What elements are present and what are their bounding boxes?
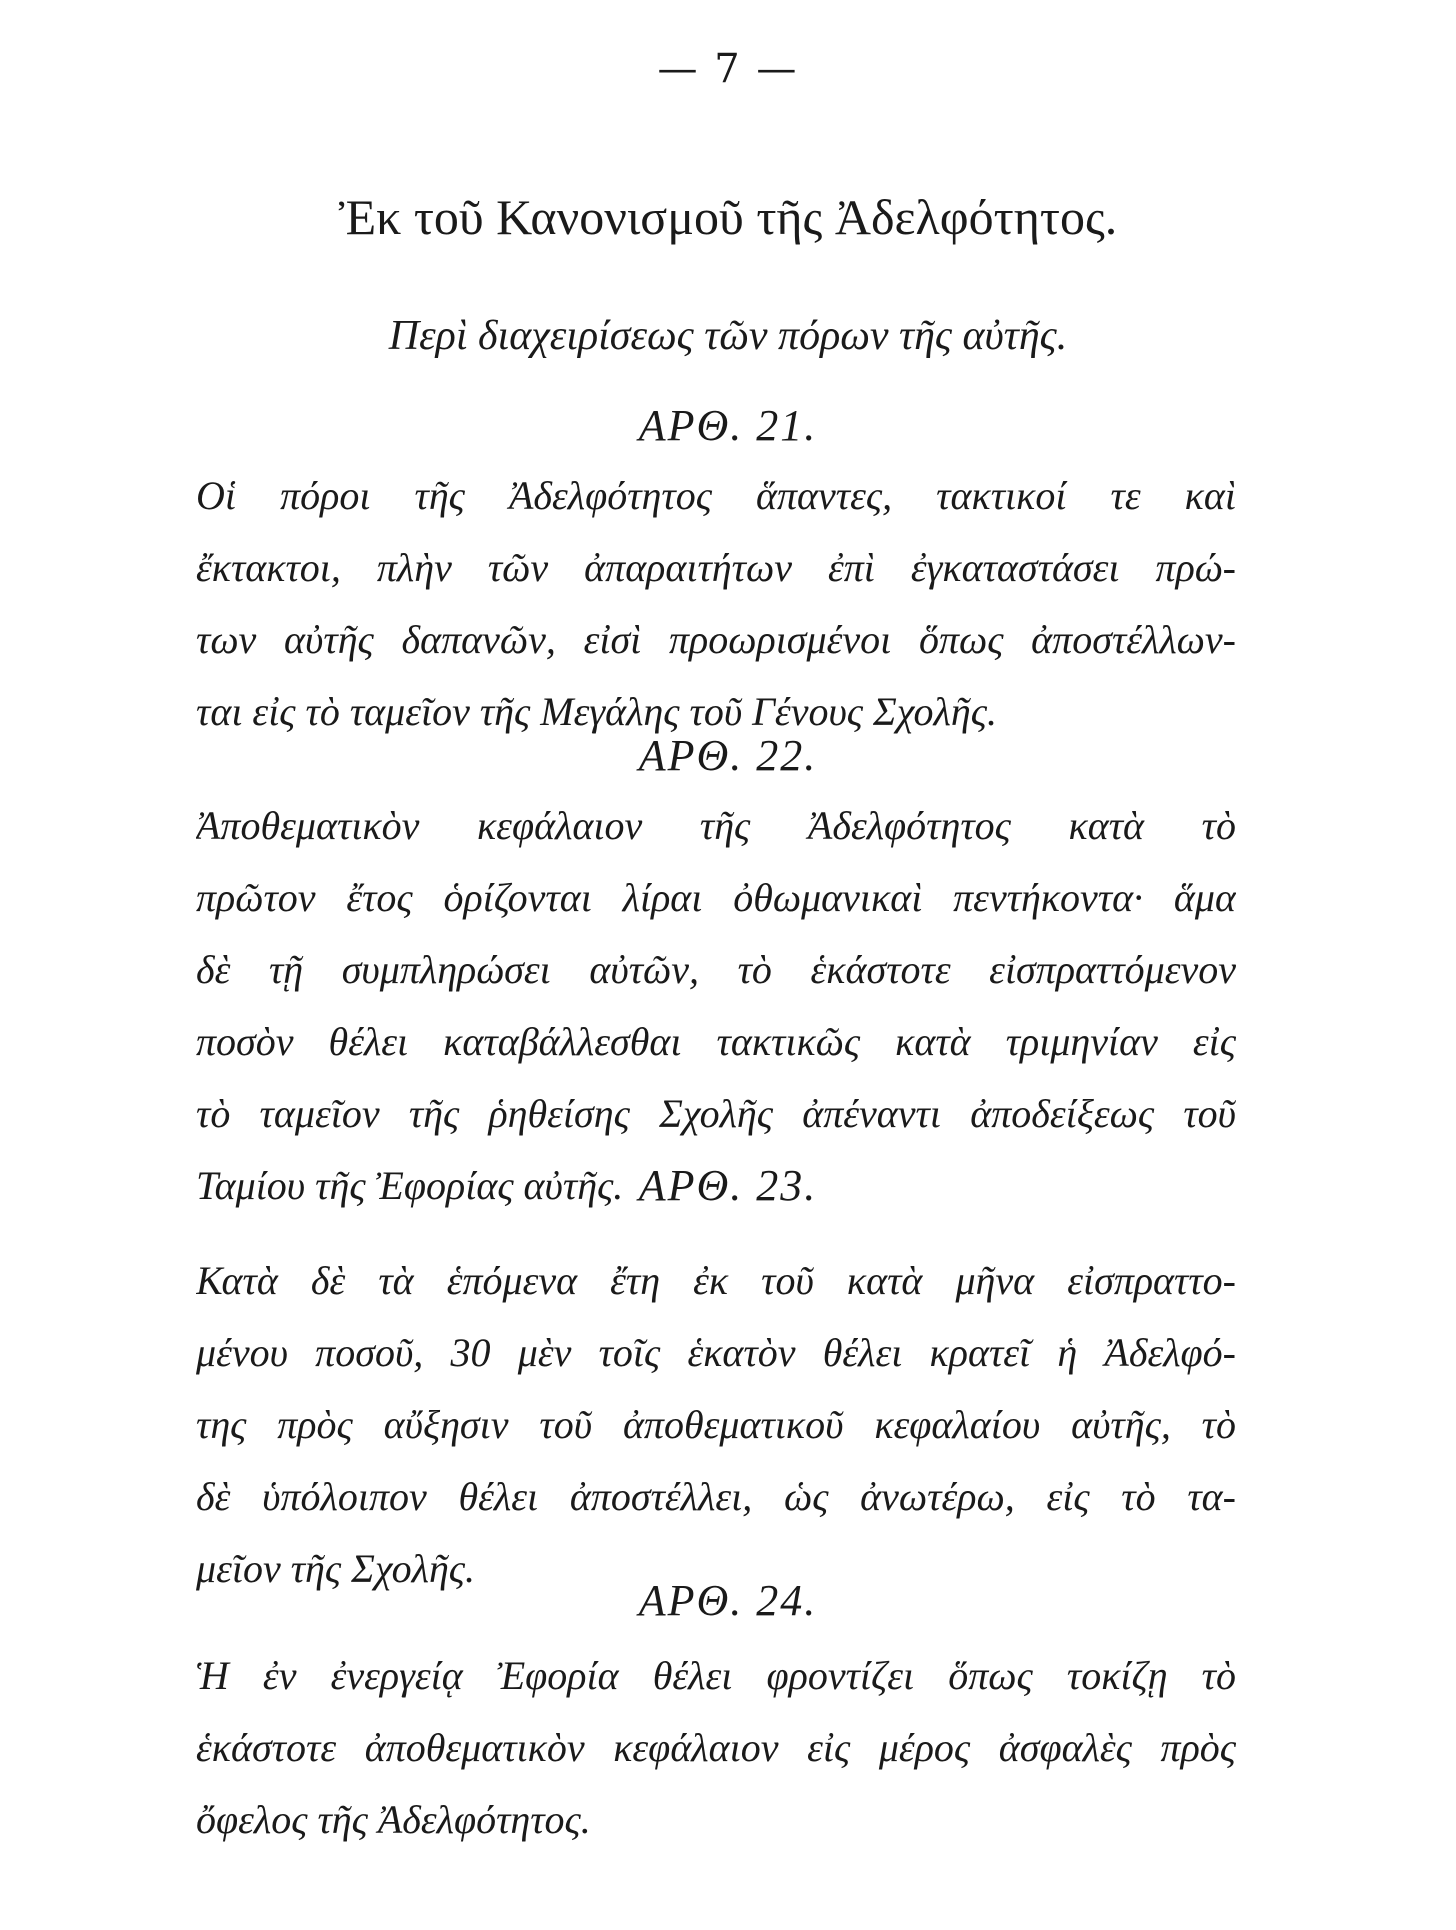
page-number: — 7 — <box>657 46 799 92</box>
article-22-line: τὸ ταμεῖον τῆς ῥηθείσης Σχολῆς ἀπέναντι ἀποδείξεως τοῦ <box>196 1091 1236 1136</box>
article-23-line: δὲ ὑπόλοιπον θέλει ἀποστέλλει, ὡς ἀνωτέρω, εἰς τὸ τα- <box>196 1474 1236 1519</box>
article-21-line: των αὐτῆς δαπανῶν, εἰσὶ προωρισμένοι ὅπως ἀποστέλλων- <box>196 617 1236 662</box>
article-23-line: Κατὰ δὲ τὰ ἑπόμενα ἔτη ἐκ τοῦ κατὰ μῆνα εἰσπραττο- <box>196 1258 1236 1303</box>
article-22-line: Ταμίου τῆς Ἐφορίας αὐτῆς. <box>196 1163 624 1208</box>
article-21-line: ται εἰς τὸ ταμεῖον τῆς Μεγάλης τοῦ Γένους Σχολῆς. <box>196 689 997 734</box>
article-23-line: της πρὸς αὔξησιν τοῦ ἀποθεματικοῦ κεφαλαίου αὐτῆς, τὸ <box>196 1402 1236 1447</box>
article-22-body <box>196 790 1236 1222</box>
article-22-line: πρῶτον ἔτος ὁρίζονται λίραι ὀθωμανικαὶ πεντήκοντα· ἅμα <box>196 875 1236 920</box>
article-23-line: μένου ποσοῦ, 30 μὲν τοῖς ἑκατὸν θέλει κρατεῖ ἡ Ἀδελφό- <box>196 1330 1236 1375</box>
page-heading: Ἐκ τοῦ Κανονισμοῦ τῆς Ἀδελφότητος. <box>338 189 1118 245</box>
article-21-line: Οἱ πόροι τῆς Ἀδελφότητος ἅπαντες, τακτικοί τε καὶ <box>196 473 1236 518</box>
article-22-line: Ἀποθεματικὸν κεφάλαιον τῆς Ἀδελφότητος κατὰ τὸ <box>196 803 1236 848</box>
article-22-title: ΑΡΘ. 22. <box>638 731 818 780</box>
article-21-line: ἔκτακτοι, πλὴν τῶν ἀπαραιτήτων ἐπὶ ἐγκαταστάσει πρώ- <box>196 545 1236 590</box>
article-23-title: ΑΡΘ. 23. <box>638 1161 818 1210</box>
article-24-line: ὄφελος τῆς Ἀδελφότητος. <box>196 1797 591 1842</box>
article-22-line: ποσὸν θέλει καταβάλλεσθαι τακτικῶς κατὰ τριμηνίαν εἰς <box>196 1019 1236 1064</box>
article-24-line: Ἡ ἐν ἐνεργείᾳ Ἐφορία θέλει φροντίζει ὅπως τοκίζῃ τὸ <box>196 1653 1236 1698</box>
article-24-body <box>196 1640 1236 1856</box>
article-23-body <box>196 1245 1236 1605</box>
article-21-title: ΑΡΘ. 21. <box>638 401 818 450</box>
article-23-line: μεῖον τῆς Σχολῆς. <box>196 1546 476 1591</box>
article-21-body <box>196 460 1236 748</box>
article-22-line: δὲ τῇ συμπληρώσει αὐτῶν, τὸ ἑκάστοτε εἰσπραττόμενον <box>196 947 1236 992</box>
article-24-title: ΑΡΘ. 24. <box>638 1576 818 1625</box>
page-subheading: Περὶ διαχειρίσεως τῶν πόρων τῆς αὐτῆς. <box>388 313 1068 359</box>
article-24-line: ἑκάστοτε ἀποθεματικὸν κεφάλαιον εἰς μέρος ἀσφαλὲς πρὸς <box>196 1725 1236 1770</box>
